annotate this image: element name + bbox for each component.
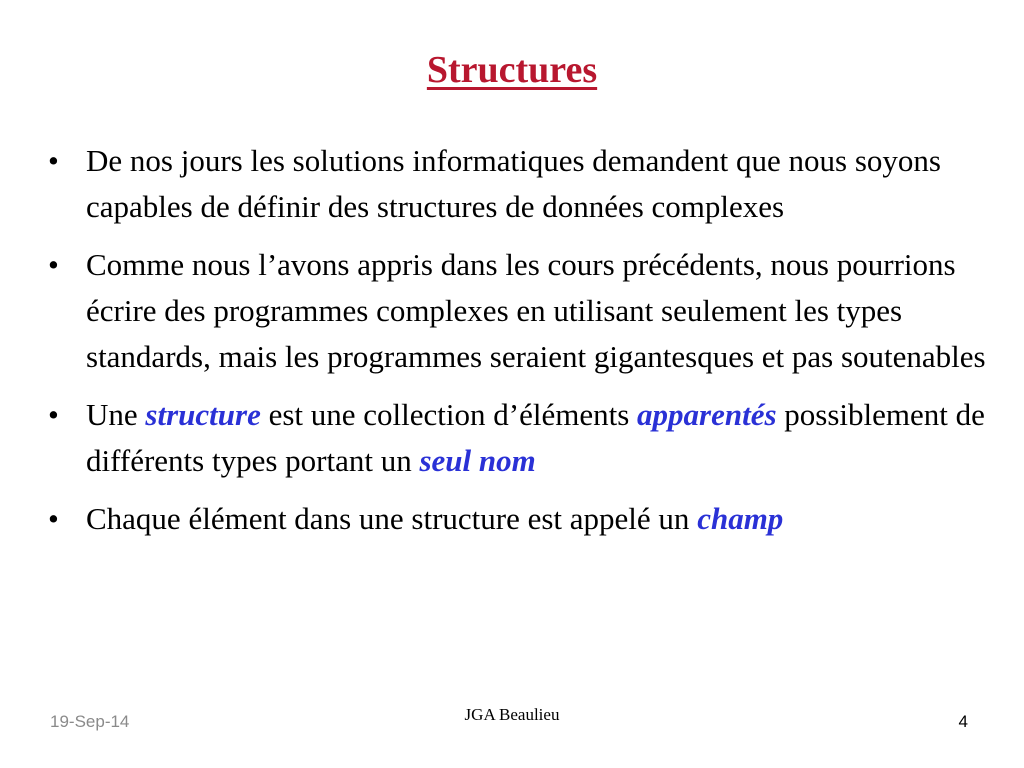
emphasis-term-seul-nom: seul nom: [419, 443, 536, 478]
bullet-list: [44, 138, 1004, 554]
bullet-marker: •: [48, 397, 59, 432]
emphasis-term-apparentes: apparentés: [637, 397, 777, 432]
footer-author: JGA Beaulieu: [464, 705, 560, 724]
bullet-item: [44, 496, 1004, 542]
bullet-text: Comme nous l’avons appris dans les cours précédents, nous pourrions écrire des programmes complexes en utilisant seulement les types standards, mais les programmes seraient gigantesques et pas soutenables: [86, 247, 986, 374]
emphasis-term-champ: champ: [697, 501, 784, 536]
bullet-marker: •: [48, 501, 59, 536]
bullet-text: Une: [86, 397, 146, 432]
bullet-item: [44, 138, 1004, 230]
bullet-marker: •: [48, 247, 59, 282]
slide-title: Structures: [426, 49, 598, 91]
bullet-text: est une collection d’éléments: [260, 397, 638, 432]
page-number: 4: [958, 712, 968, 731]
bullet-marker: •: [48, 143, 59, 178]
bullet-text: Chaque élément dans une structure est appelé un: [86, 501, 698, 536]
bullet-text: De nos jours les solutions informatiques demandent que nous soyons capables de définir des structures de données complexes: [86, 143, 941, 224]
emphasis-term-structure: structure: [145, 397, 261, 432]
bullet-text: possiblement de différents types portant un: [86, 397, 985, 478]
bullet-item: [44, 242, 1004, 380]
footer-date: 19-Sep-14: [50, 712, 130, 731]
bullet-item: [44, 392, 1004, 484]
